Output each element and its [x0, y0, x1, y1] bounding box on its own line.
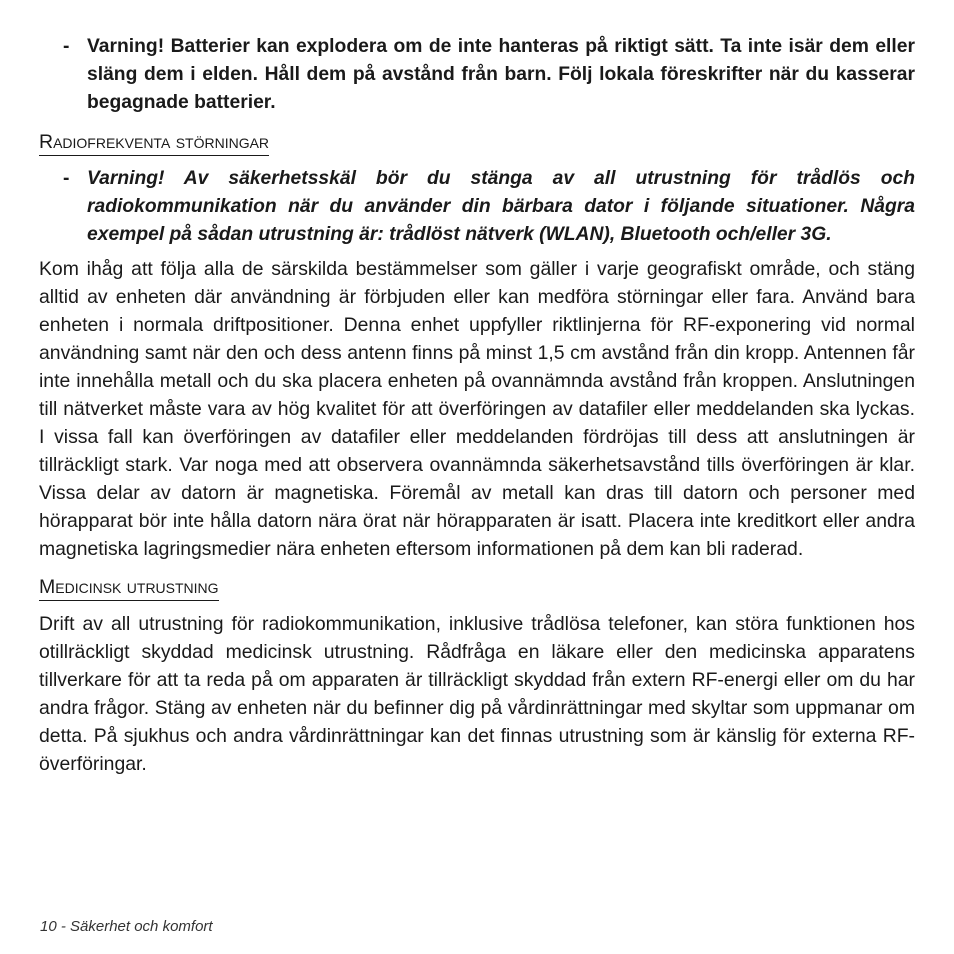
bullet-dash: - [63, 36, 70, 57]
medical-section-heading [39, 576, 915, 601]
medical-body-paragraph: Drift av all utrustning för radiokommunikation, inklusive trådlösa telefoner, kan störa funktionen hos otillräckligt skyddad medicinsk utrustning. Rådfråga en läkare eller den medicinska apparatens tillverkare för att ta reda på om apparaten är tillräckligt skyddad från extern RF-energi eller om du har andra frågor. Stäng av enheten när du befinner dig på vårdinrättningar med skyltar som uppmanar om detta. På sjukhus och andra vårdinrättningar kan det finnas utrustning som är känslig för externa RF-överföringar. [39, 613, 915, 775]
radio-warning [39, 165, 915, 249]
battery-warning-text: Varning! Batterier kan explodera om de inte hanteras på riktigt sätt. Ta inte isär dem eller släng dem i elden. Håll dem på avstånd från barn. Följ lokala föreskrifter när du kasserar begagnade batterier. [87, 36, 915, 113]
radio-body-paragraph: Kom ihåg att följa alla de särskilda bestämmelser som gäller i varje geografiskt område, och stäng alltid av enheten där användning är förbjuden eller kan medföra störningar eller fara. Använd bara enheten i normala driftpositioner. Denna enhet uppfyller riktlinjerna för RF-exponering vid normal användning samt när den och dess antenn finns på minst 1,5 cm avstånd från din kropp. Antennen får inte innehålla metall och du ska placera enheten på ovannämnda avstånd från kroppen. Anslutningen till nätverket måste vara av hög kvalitet för att överföringen av datafiler eller meddelanden ska lyckas. I vissa fall kan överföringen av datafiler eller meddelanden fördröjas till dess att anslutningen är tillräckligt stark. Var noga med att observera ovannämnda säkerhetsavstånd tills överföringen är klar. Vissa delar av datorn är magnetiska. Föremål av metall kan dras till datorn och personer med hörapparat bör inte hålla datorn nära örat när hörapparaten är isatt. Placera inte kreditkort eller andra magnetiska lagringsmedier nära enheten eftersom informationen på dem kan bli raderad. [39, 258, 915, 560]
bullet-dash: - [63, 168, 70, 189]
section-title-medical: Medicinsk utrustning [39, 576, 219, 601]
page-footer: 10 - Säkerhet och komfort [40, 918, 213, 935]
section-title-radio: Radiofrekventa störningar [39, 131, 269, 156]
radio-warning-text: Varning! Av säkerhetsskäl bör du stänga av all utrustning för trådlös och radiokommunikation när du använder din bärbara dator i följande situationer. Några exempel på sådan utrustning är: trådlöst nätverk (WLAN), Bluetooth och/eller 3G. [87, 168, 915, 245]
radio-section-heading [39, 131, 915, 156]
battery-warning [39, 33, 915, 117]
page-content [39, 33, 915, 778]
